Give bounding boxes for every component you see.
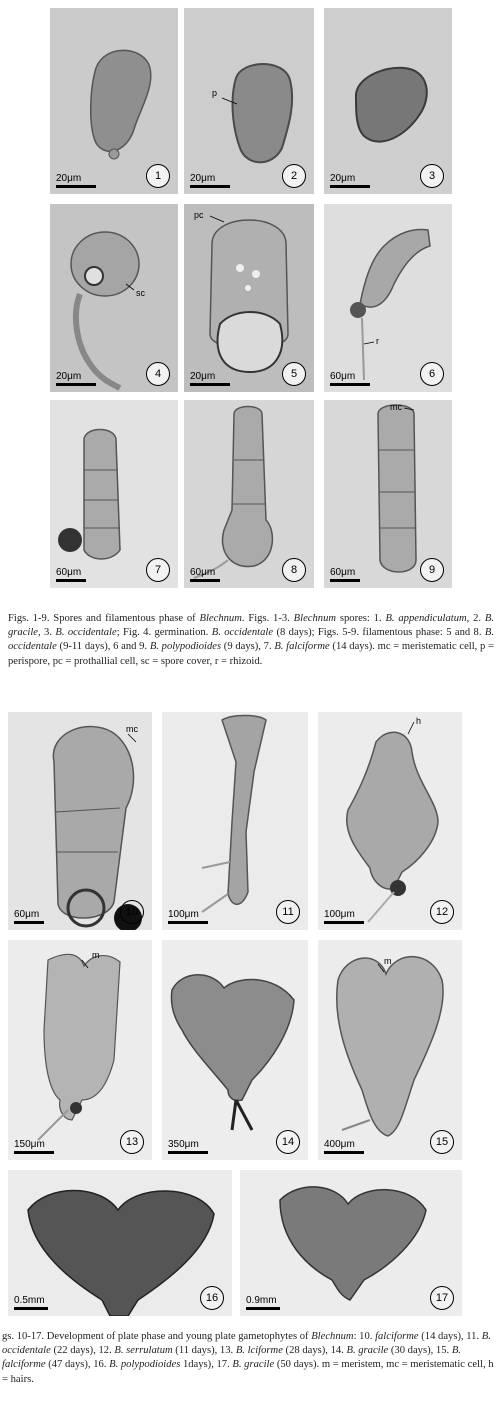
figure-panel-3 (324, 8, 452, 194)
figure-panel-13 (8, 940, 152, 1160)
scale-bar: 0.9mm (246, 1295, 280, 1310)
panel-number: 3 (420, 164, 444, 188)
figure-panel-16 (8, 1170, 232, 1316)
rhizoid-label: r (376, 336, 379, 346)
meristem-label: m (92, 950, 100, 960)
scale-bar: 0.5mm (14, 1295, 48, 1310)
figure-panel-9 (324, 400, 452, 588)
scale-bar: 60μm (330, 567, 360, 582)
scale-bar: 60μm (330, 371, 370, 386)
figure-panel-10 (8, 712, 152, 930)
panel-number: 16 (200, 1286, 224, 1310)
figure-panel-7 (50, 400, 178, 588)
panel-number: 12 (430, 900, 454, 924)
panel-number: 8 (282, 558, 306, 582)
panel-number: 17 (430, 1286, 454, 1310)
scale-bar: 150μm (14, 1139, 54, 1154)
figure-panel-2 (184, 8, 314, 194)
panel-number: 9 (420, 558, 444, 582)
scale-bar: 20μm (190, 371, 230, 386)
panel-number: 14 (276, 1130, 300, 1154)
figure-caption-2: gs. 10-17. Development of plate phase and young plate gametophytes of Blechnum: 10. falciforme (14 days), 11. B. occidentale (22 days), 12. B. serrulatum (11 days), 13. B. lciforme (28 days), 14. B. gracile (30 days), 15. B. falciforme (47 days), 16. B. polypodioides 1days), 17. B. gracile (50 days). m = meristem, mc = meristematic cell, h = hairs. (2, 1331, 494, 1385)
plate-phase-image (318, 712, 462, 930)
figure-panel-4 (50, 204, 178, 392)
scale-bar: 60μm (14, 909, 44, 924)
meristematic-cell-label: mc (126, 724, 138, 734)
panel-number: 1 (146, 164, 170, 188)
figure-panel-5 (184, 204, 314, 392)
figure-panel-17 (240, 1170, 462, 1316)
prothallial-cell-label: pc (194, 210, 204, 220)
scale-bar: 100μm (168, 909, 208, 924)
figure-panel-12 (318, 712, 462, 930)
figure-caption-1: Figs. 1-9. Spores and filamentous phase of Blechnum. Figs. 1-3. Blechnum spores: 1. B. appendiculatum, 2. B. gracile, 3. B. occidentale; Fig. 4. germination. B. occidentale (8 days); Figs. 5-9. filamentous phase: 5 and 8. B. occidentale (9-11 days), 6 and 9. B. polypodioides (9 days), 7. B. falciforme (14 days). mc = meristematic cell, p = perispore, pc = prothallial cell, sc = spore cover, r = rhizoid. (8, 613, 495, 667)
meristematic-cell-label: mc (390, 402, 402, 412)
hairs-label: h (416, 716, 422, 726)
scale-bar: 20μm (56, 371, 96, 386)
panel-number: 11 (276, 900, 300, 924)
panel-number: 5 (282, 362, 306, 386)
panel-number: 7 (146, 558, 170, 582)
spore-cover-label: sc (136, 288, 145, 298)
plate-phase-image (8, 712, 152, 930)
panel-number: 4 (146, 362, 170, 386)
scale-bar: 350μm (168, 1139, 208, 1154)
scale-bar: 60μm (190, 567, 220, 582)
meristem-label: m (384, 956, 392, 966)
figure-panel-15 (318, 940, 462, 1160)
scale-bar: 20μm (56, 173, 96, 188)
panel-number: 2 (282, 164, 306, 188)
scale-bar: 400μm (324, 1139, 364, 1154)
gametophyte-image (318, 940, 462, 1160)
figure-panel-11 (162, 712, 308, 930)
panel-number: 13 (120, 1130, 144, 1154)
panel-number: 15 (430, 1130, 454, 1154)
figure-panel-6 (324, 204, 452, 392)
panel-number: 6 (420, 362, 444, 386)
scale-bar: 20μm (190, 173, 230, 188)
figure-panel-8 (184, 400, 314, 588)
panel-number: 10 (120, 900, 144, 924)
plate-phase-image (162, 712, 308, 930)
scale-bar: 20μm (330, 173, 370, 188)
figure-panel-1 (50, 8, 178, 194)
perispore-label: p (212, 88, 218, 98)
gametophyte-image (8, 940, 152, 1160)
gametophyte-image (162, 940, 308, 1160)
scale-bar: 60μm (56, 567, 86, 582)
figure-panel-14 (162, 940, 308, 1160)
scale-bar: 100μm (324, 909, 364, 924)
